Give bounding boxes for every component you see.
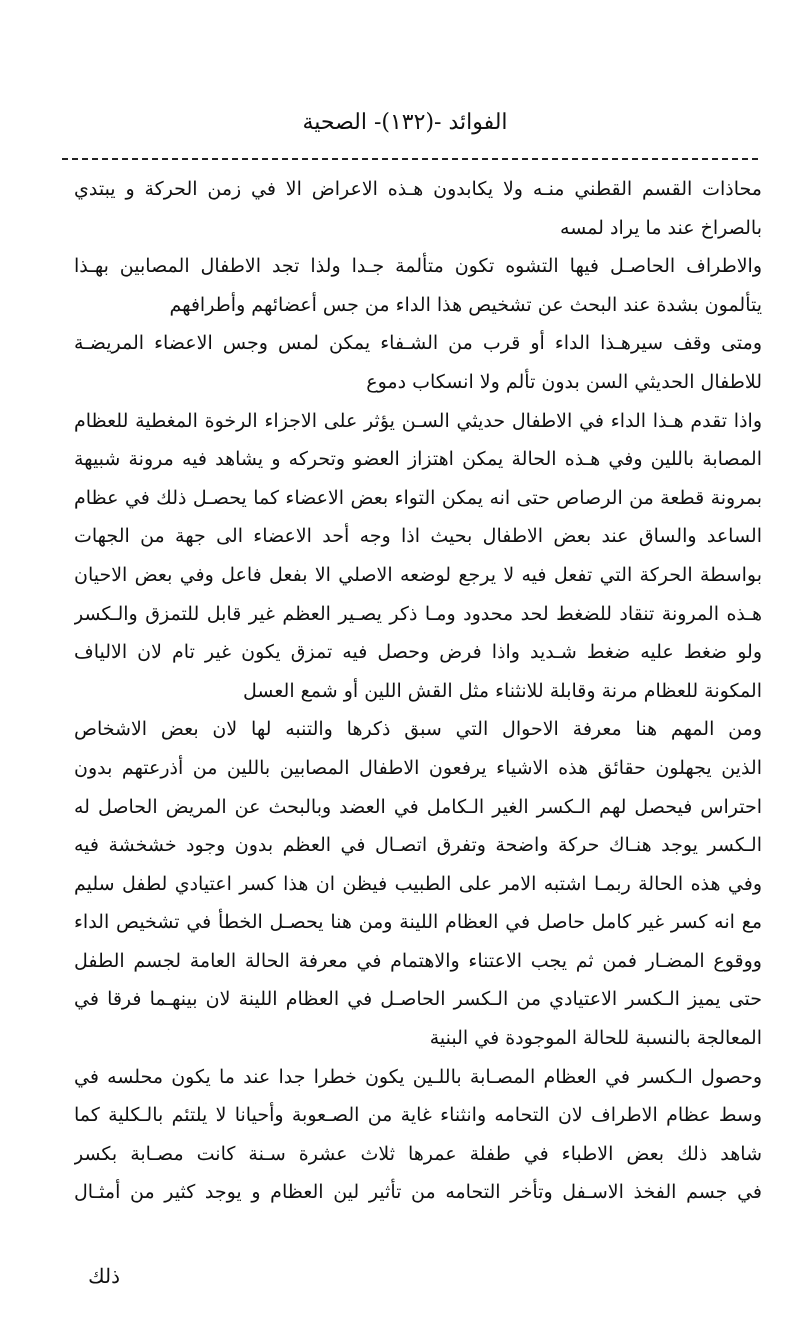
text-line: محاذات القسم القطني منـه ولا يكابدون هـذه الاعراض الا في زمن الحركة و يبتدي xyxy=(74,178,762,200)
text-line: المعالجة بالنسبة للحالة الموجودة في البنية xyxy=(429,1027,762,1050)
text-line: والاطراف الحاصـل فيها التشوه تكون متألمة جـدا ولذا تجد الاطفال المصابين بهـذا xyxy=(74,255,762,278)
catchword: ذلك xyxy=(88,1264,120,1288)
page-header: الفوائد -(١٣٢)- الصحية xyxy=(302,110,508,135)
text-line: الساعد والساق عند بعض الاطفال بحيث اذا وجه أحد الاعضاء الى جهة من الجهات xyxy=(74,525,762,548)
text-line: مع انه كسر غير كامل حاصل في العظام اللينة ومن هنا يحصـل الخطأ في تشخيص الداء xyxy=(74,911,762,934)
text-line: بمرونة قطعة من الرصاص حتى انه يمكن التواء بعض الاعضاء كما يحصـل ذلك في عظام xyxy=(74,486,762,509)
text-line: وفي هذه الحالة ربمـا اشتبه الامر على الطبيب فيظن ان هذا كسر اعتيادي لطفل سليم xyxy=(74,872,762,895)
text-line: احتراس فيحصل لهم الـكسر الغير الـكامل في العضد وبالبحث عن المريض الحاصل له xyxy=(74,795,762,818)
text-line: المصابة باللين وفي هـذه الحالة يمكن اهتزاز العضو وتحركه و يشاهد فيه مرونة شبيهة xyxy=(74,448,762,471)
text-line: وسط عظام الاطراف لان التحامه وانثناء غاية من الصـعوبة وأحيانا لا يلتئم بالـكلية كما xyxy=(74,1104,762,1127)
text-line: شاهد ذلك بعض الاطباء في طفلة عمرها ثلاث عشرة سـنة كانت مصـابة بكسر xyxy=(74,1142,762,1165)
text-line: حتى يميز الـكسر الاعتيادي من الـكسر الحاصـل في العظام اللينة لان بينهـما فرقا في xyxy=(74,988,762,1011)
text-line: ووقوع المضـار فمن ثم يجب الاعتناء والاهتمام في معرفة الحالة العامة لجسم الطفل xyxy=(74,949,762,972)
text-line: بواسطة الحركة التي تفعل فيه لا يرجع لوضعه الاصلي الا بفعل فاعل وفي بعض الاحيان xyxy=(74,563,762,586)
text-line: ومتى وقف سيرهـذا الداء أو قرب من الشـفاء يمكن لمس وجس الاعضاء المريضـة xyxy=(74,332,762,355)
text-line: واذا تقدم هـذا الداء في الاطفال حديثي السـن يؤثر على الاجزاء الرخوة المغطية للعظام xyxy=(74,409,762,432)
text-line: الـكسر يوجد هنـاك حركة واضحة وتفرق اتصـال في العظم بدون وجود خشخشة فيه xyxy=(74,834,762,857)
text-line: يتألمون بشدة عند البحث عن تشخيص هذا الداء من جس أعضائهم وأطرافهم xyxy=(169,293,762,316)
text-line: الذين يجهلون حقائق هذه الاشياء يرفعون الاطفال المصابين باللين من أذرعتهم بدون xyxy=(74,756,762,779)
header-divider xyxy=(62,158,758,160)
text-line: في جسم الفخذ الاسـفل وتأخر التحامه من تأثير لين العظام و يوجد كثير من أمثـال xyxy=(74,1181,762,1204)
text-line: ومن المهم هنا معرفة الاحوال التي سبق ذكرها والتنبه لها لان بعض الاشخاص xyxy=(74,718,762,741)
text-line: وحصول الـكسر في العظام المصـابة باللـين يكون خطرا جدا عند ما يكون محلسه في xyxy=(74,1065,762,1088)
body-text xyxy=(74,170,762,1212)
text-line: ولو ضغط عليه ضغط شـديد واذا فرض وحصل فيه تمزق يكون غير تام لان الالياف xyxy=(74,641,762,664)
text-line: المكونة للعظام مرنة وقابلة للانثناء مثل القش اللين أو شمع العسل xyxy=(243,679,762,702)
text-line: بالصراخ عند ما يراد لمسه xyxy=(560,216,762,239)
text-line: هـذه المرونة تنقاد للضغط لحد محدود ومـا ذكر يصـير العظم غير قابل للتمزق والـكسر xyxy=(74,602,762,625)
text-line: للاطفال الحديثي السن بدون تألم ولا انسكاب دموع xyxy=(366,370,762,393)
